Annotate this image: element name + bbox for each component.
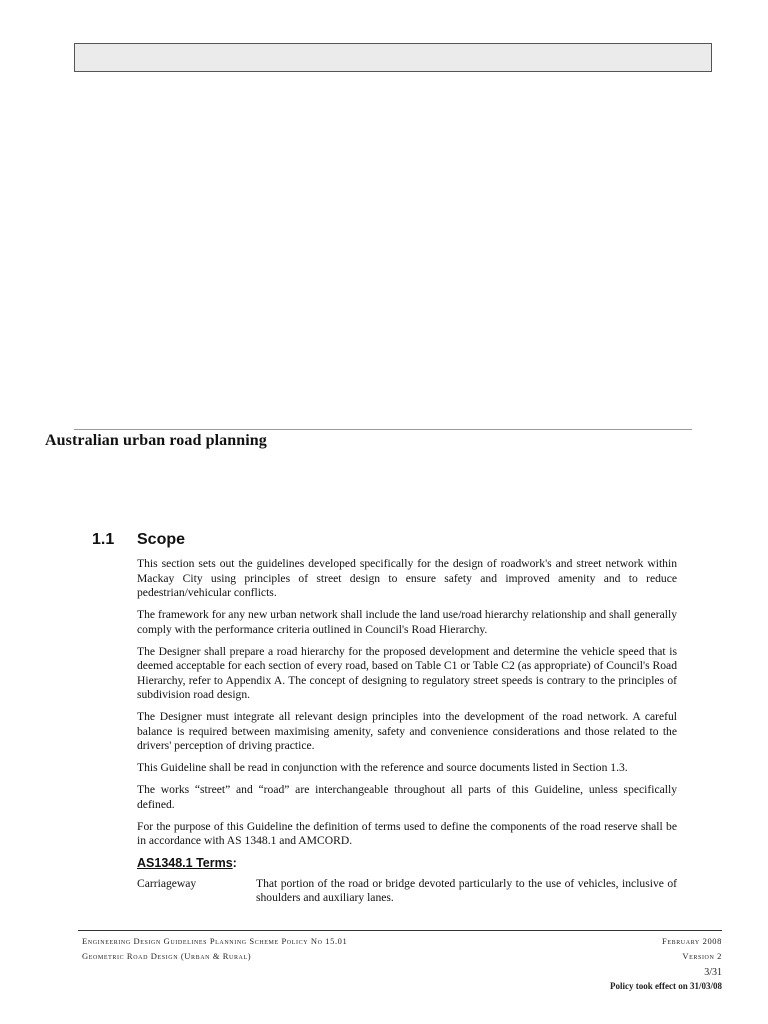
footer-section-title: Geometric Road Design (Urban & Rural): [82, 951, 252, 961]
paragraph: The works “street” and “road” are interchangeable throughout all parts of this Guideline, unless specifically defined.: [137, 783, 677, 811]
paragraph: For the purpose of this Guideline the definition of terms used to define the components of the road reserve shall be in accordance with AS 1348.1 and AMCORD.: [137, 819, 677, 847]
terms-heading-text: AS1348.1 Terms: [137, 856, 233, 870]
footer-date: February 2008: [662, 936, 722, 946]
policy-note: Policy took effect on 31/03/08: [610, 981, 722, 991]
term-name: Carriageway: [137, 876, 197, 890]
page-total: /31: [709, 967, 722, 978]
footer-divider: [78, 930, 722, 931]
page-number: [704, 967, 722, 978]
paragraph: The Designer shall prepare a road hierarchy for the proposed development and determine the vehicle speed that is deemed acceptable for each section of every road, based on Table C1 or Table C2 (as appropriate) of Council's Road Hierarchy, refer to Appendix A. The concept of designing to regulatory street speeds is contrary to the principles of subdivision road design.: [137, 644, 677, 701]
footer-line-1: [82, 936, 722, 946]
footer-document-title: Engineering Design Guidelines Planning Scheme Policy No 15.01: [82, 936, 348, 946]
page-current: 3: [704, 967, 710, 978]
section-number: 1.1: [92, 531, 115, 548]
paragraph: This section sets out the guidelines developed specifically for the design of roadwork's and street network within Mackay City using principles of street design to ensure safety and improved amenity and to reduce pedestrian/vehicular conflicts.: [137, 557, 677, 599]
footer-version: Version 2: [682, 951, 722, 961]
header-box: [74, 43, 712, 72]
paragraph: The Designer must integrate all relevant design principles into the development of the road network. A careful balance is required between maximising amenity, safety and convenience considerations and those related to the drivers' perception of driving practice.: [137, 710, 677, 752]
paragraph: The framework for any new urban network shall include the land use/road hierarchy relationship and shall generally comply with the performance criteria outlined in Council's Road Hierarchy.: [137, 608, 677, 636]
section-title: Scope: [137, 531, 186, 548]
term-definition: That portion of the road or bridge devoted particularly to the use of vehicles, inclusive of shoulders and auxiliary lanes.: [256, 876, 677, 904]
terms-heading: [137, 856, 677, 871]
term-row: [137, 877, 677, 906]
chapter-divider: [74, 429, 692, 430]
paragraph: This Guideline shall be read in conjunction with the reference and source documents listed in Section 1.3.: [137, 761, 628, 774]
section-body: [137, 557, 677, 906]
footer-line-2: [82, 951, 722, 961]
terms-heading-colon: :: [232, 856, 237, 870]
chapter-title: Australian urban road planning: [45, 432, 267, 449]
